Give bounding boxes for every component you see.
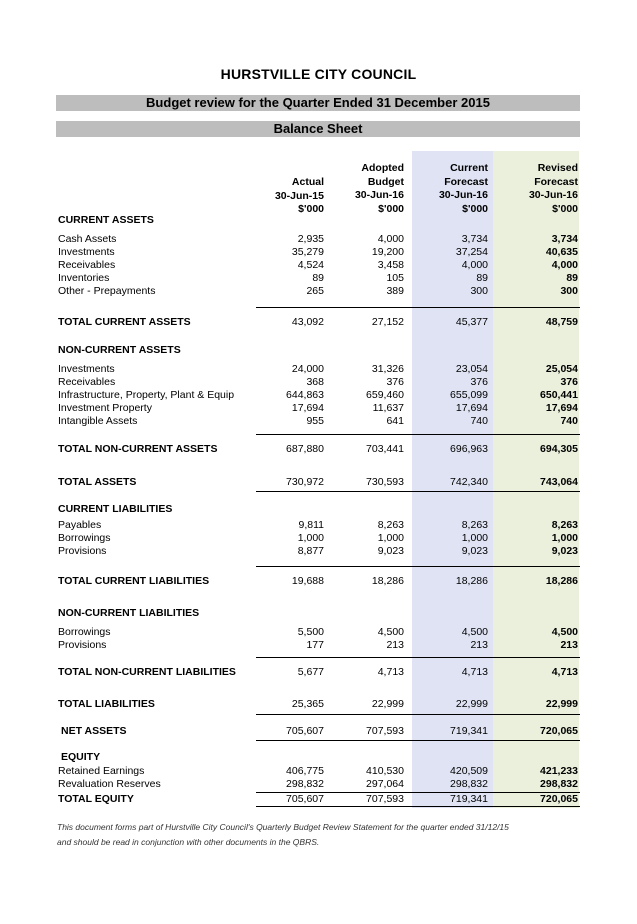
table-row: Investments 35,279 19,200 37,254 40,635 <box>58 246 578 258</box>
total-rule <box>256 307 580 308</box>
total-row: NET ASSETS 705,607 707,593 719,341 720,065 <box>61 725 578 737</box>
section-heading: NON-CURRENT LIABILITIES <box>58 607 200 619</box>
section-heading: CURRENT LIABILITIES <box>58 503 173 515</box>
total-rule <box>256 740 580 741</box>
table-row: Provisions 177 213 213 213 <box>58 639 578 651</box>
total-row: TOTAL CURRENT LIABILITIES 19,688 18,286 18,286 18,286 <box>58 575 578 587</box>
total-row: TOTAL EQUITY 705,607 707,593 719,341 720,065 <box>58 793 578 805</box>
footnote <box>57 820 509 850</box>
total-row: TOTAL ASSETS 730,972 730,593 742,340 743,064 <box>58 476 578 488</box>
table-row: Borrowings 1,000 1,000 1,000 1,000 <box>58 532 578 544</box>
table-row: Infrastructure, Property, Plant & Equip 644,863 659,460 655,099 650,441 <box>58 389 578 401</box>
column-header-revised-forecast: Revised Forecast 30-Jun-16 $'000 <box>528 162 578 215</box>
table-row: Other - Prepayments 265 389 300 300 <box>58 285 578 297</box>
table-row: Inventories 89 105 89 89 <box>58 272 578 284</box>
table-row: Investments 24,000 31,326 23,054 25,054 <box>58 363 578 375</box>
council-title: HURSTVILLE CITY COUNCIL <box>220 66 417 82</box>
table-row: Payables 9,811 8,263 8,263 8,263 <box>58 519 578 531</box>
section-heading: EQUITY <box>61 751 101 763</box>
table-row: Cash Assets 2,935 4,000 3,734 3,734 <box>58 233 578 245</box>
total-row: TOTAL NON-CURRENT ASSETS 687,880 703,441 696,963 694,305 <box>58 443 578 455</box>
table-row: Borrowings 5,500 4,500 4,500 4,500 <box>58 626 578 638</box>
footnote-line: and should be read in conjunction with other documents in the QBRS. <box>57 837 320 847</box>
table-row: Revaluation Reserves 298,832 297,064 298,832 298,832 <box>58 778 578 790</box>
footnote-line: This document forms part of Hurstville City Council's Quarterly Budget Review Statement for the quarter ended 31/12/15 <box>57 822 509 832</box>
total-rule <box>256 714 580 715</box>
table-row: Retained Earnings 406,775 410,530 420,509 421,233 <box>58 765 578 777</box>
table-row: Receivables 368 376 376 376 <box>58 376 578 388</box>
column-header-current-forecast: Current Forecast 30-Jun-16 $'000 <box>438 162 488 215</box>
total-rule <box>256 491 580 492</box>
section-heading: NON-CURRENT ASSETS <box>58 344 181 356</box>
table-row: Receivables 4,524 3,458 4,000 4,000 <box>58 259 578 271</box>
total-row: TOTAL LIABILITIES 25,365 22,999 22,999 22,999 <box>58 698 578 710</box>
table-row: Intangible Assets 955 641 740 740 <box>58 415 578 427</box>
total-rule <box>256 434 580 435</box>
table-row: Provisions 8,877 9,023 9,023 9,023 <box>58 545 578 557</box>
total-row: TOTAL NON-CURRENT LIABILITIES 5,677 4,713 4,713 4,713 <box>58 666 578 678</box>
section-heading: CURRENT ASSETS <box>58 214 154 226</box>
section-title-banner: Balance Sheet <box>56 121 580 137</box>
report-subtitle-banner: Budget review for the Quarter Ended 31 December 2015 <box>56 95 580 111</box>
total-rule <box>256 806 580 807</box>
column-header-adopted-budget: Adopted Budget 30-Jun-16 $'000 <box>354 162 404 215</box>
total-rule <box>256 566 580 567</box>
column-header-actual: Actual 30-Jun-15 $'000 <box>274 176 324 215</box>
total-rule <box>256 657 580 658</box>
table-row: Investment Property 17,694 11,637 17,694 17,694 <box>58 402 578 414</box>
total-row: TOTAL CURRENT ASSETS 43,092 27,152 45,377 48,759 <box>58 316 578 328</box>
